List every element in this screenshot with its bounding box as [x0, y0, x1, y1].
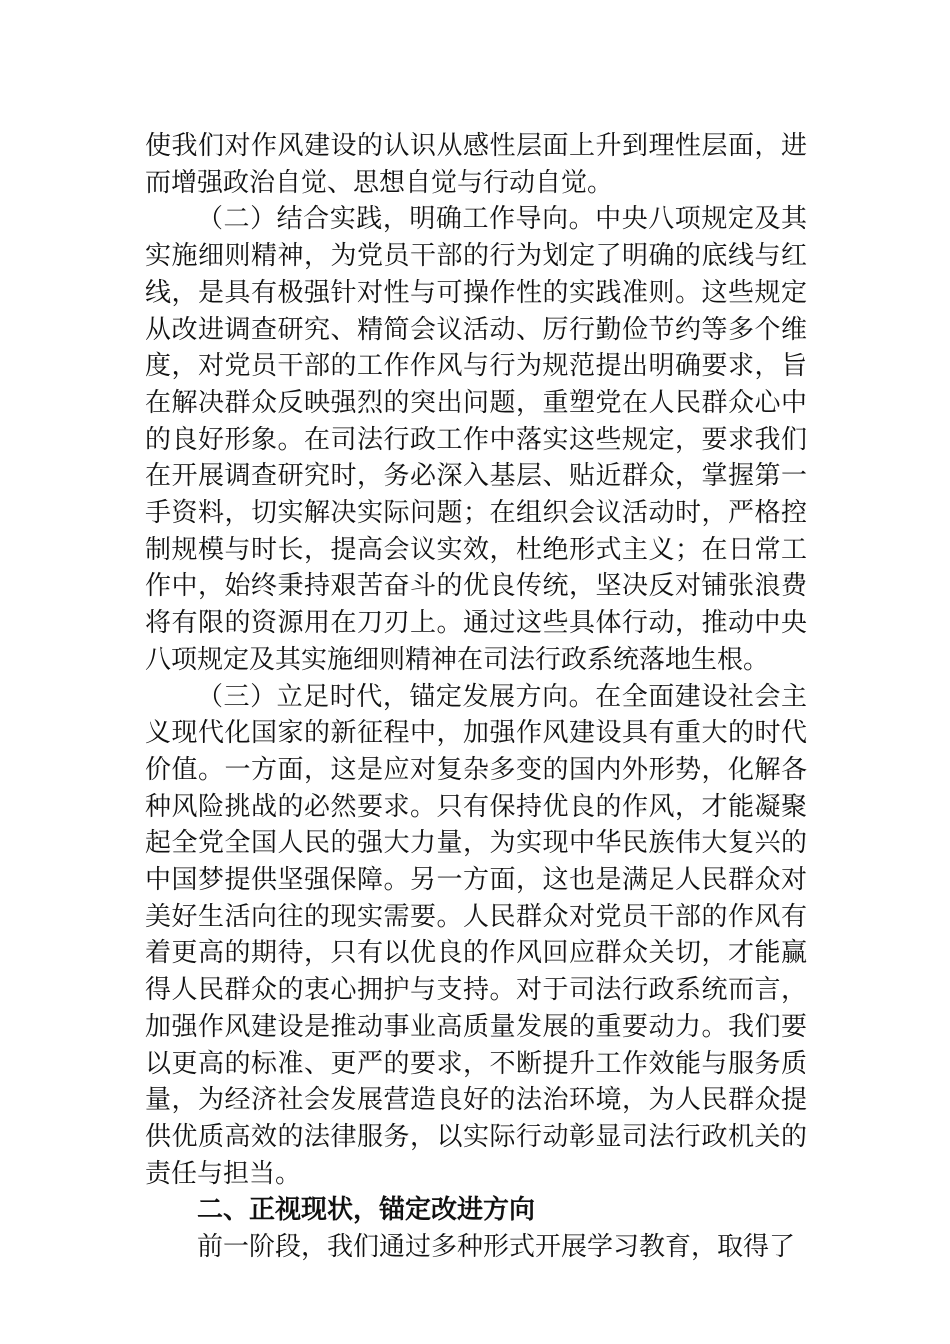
section-heading: 二、正视现状，锚定改进方向 [197, 1195, 536, 1226]
paragraph-section-3: （三）立足时代，锚定发展方向。在全面建设社会主义现代化国家的新征程中，加强作风建设具有重大的时代价值。一方面，这是应对复杂多变的国内外形势，化解各种风险挑战的必然要求。只有保持优良的作风，才能凝聚起全党全国人民的强大力量，为实现中华民族伟大复兴的中国梦提供坚强保障。另一方面，这也是满足人民群众对美好生活向往的现实需要。人民群众对党员干部的作风有着更高的期待，只有以优良的作风回应群众关切，才能赢得人民群众的衷心拥护与支持。对于司法行政系统而言，加强作风建设是推动事业高质量发展的重要动力。我们要以更高的标准、更严的要求，不断提升工作效能与服务质量，为经济社会发展营造良好的法治环境，为人民群众提供优质高效的法律服务，以实际行动彰显司法行政机关的责任与担当。 [145, 681, 807, 1189]
paragraph-last: 前一阶段，我们通过多种形式开展学习教育，取得了 [197, 1232, 796, 1263]
body-text [145, 128, 807, 1266]
paragraph-continuation: 使我们对作风建设的认识从感性层面上升到理性层面，进而增强政治自觉、思想自觉与行动自觉。 [145, 131, 807, 198]
paragraph-section-2: （二）结合实践，明确工作导向。中央八项规定及其实施细则精神，为党员干部的行为划定了明确的底线与红线，是具有极强针对性与可操作性的实践准则。这些规定从改进调查研究、精简会议活动、厉行勤俭节约等多个维度，对党员干部的工作作风与行为规范提出明确要求，旨在解决群众反映强烈的突出问题，重塑党在人民群众心中的良好形象。在司法行政工作中落实这些规定，要求我们在开展调查研究时，务必深入基层、贴近群众，掌握第一手资料，切实解决实际问题；在组织会议活动时，严格控制规模与时长，提高会议实效，杜绝形式主义；在日常工作中，始终秉持艰苦奋斗的优良传统，坚决反对铺张浪费将有限的资源用在刀刃上。通过这些具体行动，推动中央八项规定及其实施细则精神在司法行政系统落地生根。 [145, 204, 807, 675]
